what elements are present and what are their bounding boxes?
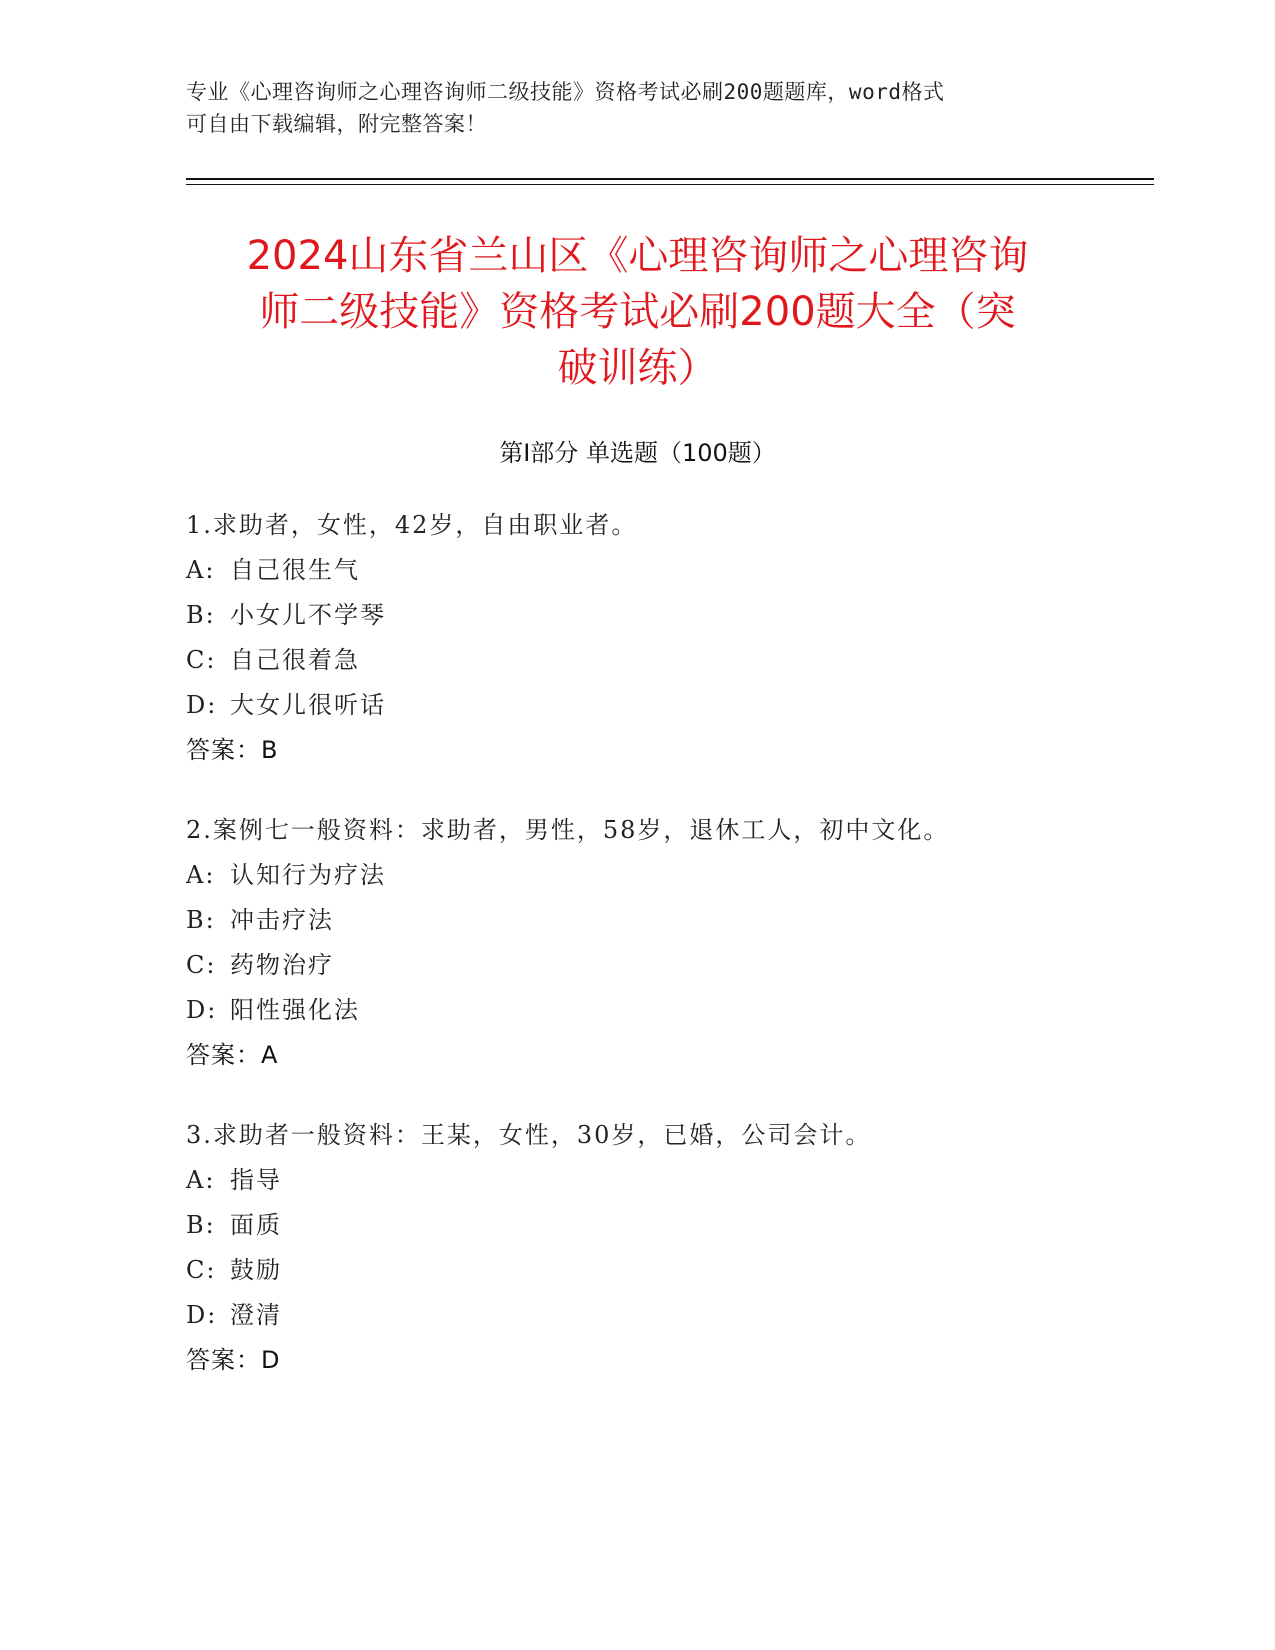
option-d [186, 988, 1186, 1033]
answer-line [186, 1033, 1186, 1078]
title-line-2: 师二级技能》资格考试必刷200题大全（突 [259, 289, 1016, 335]
answer-label: 答案： [186, 1346, 261, 1374]
option-text: 药物治疗 [230, 951, 334, 979]
option-a [186, 853, 1186, 898]
header-rule-thin [186, 184, 1154, 185]
answer-value: D [261, 1346, 281, 1374]
option-a [186, 548, 1186, 593]
option-d [186, 1293, 1186, 1338]
answer-line [186, 728, 1186, 773]
answer-label: 答案： [186, 1041, 261, 1069]
option-c [186, 638, 1186, 683]
option-text: 面质 [230, 1211, 282, 1239]
option-a [186, 1158, 1186, 1203]
option-text: 澄清 [230, 1301, 282, 1329]
option-key: D: [186, 691, 218, 719]
option-key: A: [186, 861, 216, 889]
option-key: A: [186, 556, 216, 584]
answer-line [186, 1338, 1186, 1383]
option-key: C: [186, 646, 217, 674]
question-stem: 3.求助者一般资料：王某，女性，30岁，已婚，公司会计。 [186, 1121, 872, 1149]
option-key: B: [186, 906, 216, 934]
option-text: 指导 [230, 1166, 282, 1194]
option-text: 小女儿不学琴 [230, 601, 386, 629]
option-text: 鼓励 [230, 1256, 282, 1284]
option-text: 阳性强化法 [230, 996, 360, 1024]
option-text: 自己很生气 [230, 556, 360, 584]
option-key: C: [186, 951, 217, 979]
question-3 [186, 1113, 1186, 1383]
answer-label: 答案： [186, 736, 261, 764]
header-note-line-1: 专业《心理咨询师之心理咨询师二级技能》资格考试必刷200题题库，word格式 [186, 80, 945, 104]
header-note-line-2: 可自由下载编辑，附完整答案！ [186, 112, 487, 136]
header-rule-thick [186, 178, 1154, 180]
document-title [150, 228, 1125, 396]
option-text: 冲击疗法 [230, 906, 334, 934]
option-b [186, 898, 1186, 943]
option-text: 大女儿很听话 [230, 691, 386, 719]
answer-value: A [261, 1041, 279, 1069]
question-stem: 2.案例七一般资料：求助者，男性，58岁，退休工人，初中文化。 [186, 816, 950, 844]
option-key: D: [186, 1301, 218, 1329]
header-note [186, 76, 1086, 140]
answer-value: B [261, 736, 279, 764]
option-key: C: [186, 1256, 217, 1284]
title-line-3: 破训练） [557, 345, 718, 391]
question-2 [186, 808, 1186, 1078]
option-text: 认知行为疗法 [230, 861, 386, 889]
option-key: B: [186, 1211, 216, 1239]
question-stem: 1.求助者，女性，42岁，自由职业者。 [186, 511, 638, 539]
question-1 [186, 503, 1186, 773]
option-key: B: [186, 601, 216, 629]
option-d [186, 683, 1186, 728]
option-c [186, 943, 1186, 988]
option-b [186, 1203, 1186, 1248]
section-heading: 第I部分 单选题（100题） [499, 439, 776, 467]
option-key: D: [186, 996, 218, 1024]
option-b [186, 593, 1186, 638]
option-text: 自己很着急 [230, 646, 360, 674]
title-line-1: 2024山东省兰山区《心理咨询师之心理咨询 [246, 233, 1029, 279]
option-c [186, 1248, 1186, 1293]
option-key: A: [186, 1166, 216, 1194]
